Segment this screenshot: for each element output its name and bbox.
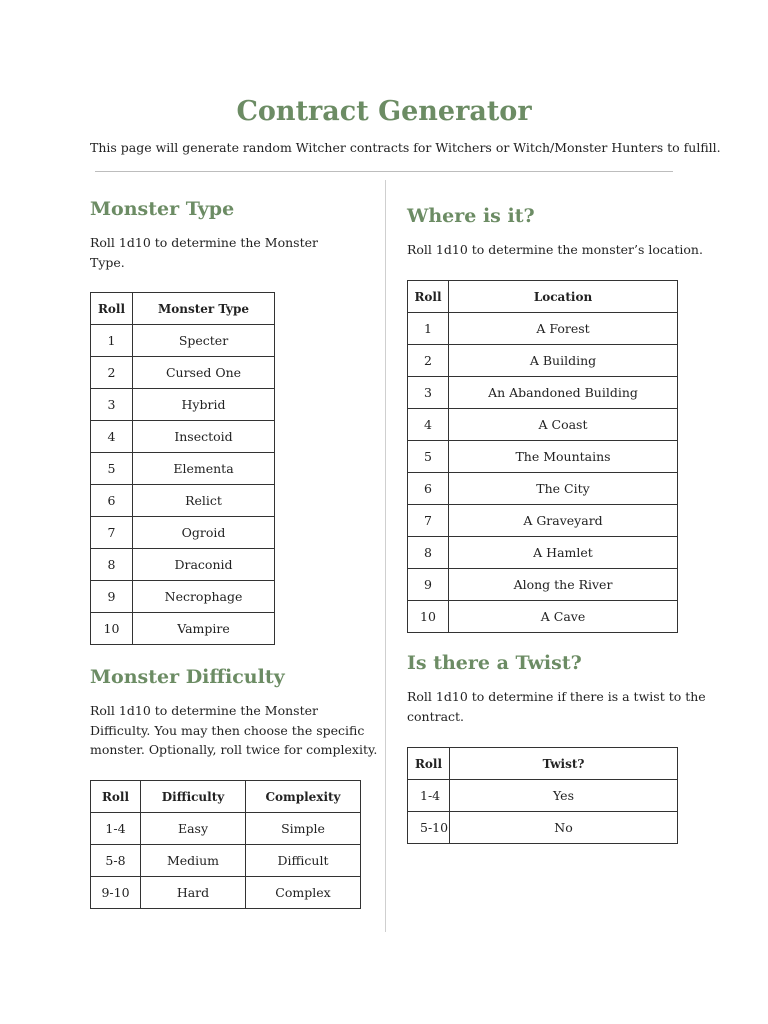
column-header: Roll xyxy=(408,748,450,780)
value-cell: An Abandoned Building xyxy=(449,377,678,409)
roll-cell: 6 xyxy=(408,473,449,505)
table-row xyxy=(91,549,275,581)
roll-cell: 1-4 xyxy=(408,780,450,812)
value-cell: A Coast xyxy=(449,409,678,441)
value-cell: Easy xyxy=(141,813,246,845)
location-heading: Where is it? xyxy=(407,205,535,227)
page-intro: This page will generate random Witcher contracts for Witchers or Witch/Monster Hunters to fulfill. xyxy=(90,140,721,155)
roll-cell: 5 xyxy=(91,453,133,485)
table-row xyxy=(91,581,275,613)
location-table xyxy=(407,280,678,633)
roll-cell: 7 xyxy=(408,505,449,537)
column-header: Difficulty xyxy=(141,781,246,813)
monster-type-description: Roll 1d10 to determine the Monster Type. xyxy=(90,235,318,270)
roll-cell: 5-10 xyxy=(408,812,450,844)
roll-cell: 6 xyxy=(91,485,133,517)
column-header: Roll xyxy=(408,281,449,313)
table-row xyxy=(91,421,275,453)
value-cell: No xyxy=(450,812,678,844)
value-cell: Ogroid xyxy=(133,517,275,549)
table-row xyxy=(91,813,361,845)
value-cell: Difficult xyxy=(246,845,361,877)
monster-type-heading: Monster Type xyxy=(90,198,235,220)
monster-difficulty-description: Roll 1d10 to determine the Monster Difficulty. You may then choose the specific monster. Optionally, roll twice for complexity. xyxy=(90,703,378,757)
table-row xyxy=(408,780,678,812)
roll-cell: 5 xyxy=(408,441,449,473)
value-cell: Draconid xyxy=(133,549,275,581)
table-row xyxy=(408,601,678,633)
twist-description: Roll 1d10 to determine if there is a twist to the contract. xyxy=(407,689,706,724)
column-header: Monster Type xyxy=(133,293,275,325)
roll-cell: 3 xyxy=(408,377,449,409)
table-row xyxy=(408,345,678,377)
table-row xyxy=(408,441,678,473)
table-row xyxy=(91,453,275,485)
value-cell: Elementa xyxy=(133,453,275,485)
value-cell: The Mountains xyxy=(449,441,678,473)
page-title: Contract Generator xyxy=(236,96,532,127)
value-cell: Complex xyxy=(246,877,361,909)
table-row xyxy=(408,505,678,537)
value-cell: A Hamlet xyxy=(449,537,678,569)
monster-type-table xyxy=(90,292,275,645)
roll-cell: 4 xyxy=(408,409,449,441)
value-cell: Medium xyxy=(141,845,246,877)
roll-cell: 5-8 xyxy=(91,845,141,877)
table-row xyxy=(408,812,678,844)
value-cell: Along the River xyxy=(449,569,678,601)
value-cell: Specter xyxy=(133,325,275,357)
value-cell: Hard xyxy=(141,877,246,909)
roll-cell: 2 xyxy=(91,357,133,389)
roll-cell: 1-4 xyxy=(91,813,141,845)
table-row xyxy=(408,313,678,345)
roll-cell: 10 xyxy=(408,601,449,633)
table-row xyxy=(408,409,678,441)
table-row xyxy=(91,517,275,549)
value-cell: Yes xyxy=(450,780,678,812)
roll-cell: 4 xyxy=(91,421,133,453)
value-cell: Insectoid xyxy=(133,421,275,453)
monster-difficulty-heading: Monster Difficulty xyxy=(90,666,285,688)
value-cell: Simple xyxy=(246,813,361,845)
roll-cell: 8 xyxy=(408,537,449,569)
table-row xyxy=(91,613,275,645)
roll-cell: 10 xyxy=(91,613,133,645)
table-row xyxy=(91,845,361,877)
value-cell: Necrophage xyxy=(133,581,275,613)
column-header: Twist? xyxy=(450,748,678,780)
table-row xyxy=(408,473,678,505)
roll-cell: 1 xyxy=(408,313,449,345)
roll-cell: 9-10 xyxy=(91,877,141,909)
table-row xyxy=(91,325,275,357)
column-header: Roll xyxy=(91,293,133,325)
roll-cell: 8 xyxy=(91,549,133,581)
roll-cell: 7 xyxy=(91,517,133,549)
monster-difficulty-table xyxy=(90,780,361,909)
header-divider xyxy=(95,171,673,172)
column-divider xyxy=(385,180,386,932)
table-row xyxy=(91,485,275,517)
value-cell: Cursed One xyxy=(133,357,275,389)
value-cell: A Building xyxy=(449,345,678,377)
value-cell: The City xyxy=(449,473,678,505)
table-row xyxy=(408,537,678,569)
value-cell: Relict xyxy=(133,485,275,517)
twist-heading: Is there a Twist? xyxy=(407,652,582,674)
roll-cell: 2 xyxy=(408,345,449,377)
roll-cell: 9 xyxy=(408,569,449,601)
value-cell: Hybrid xyxy=(133,389,275,421)
column-header: Roll xyxy=(91,781,141,813)
table-row xyxy=(91,357,275,389)
value-cell: Vampire xyxy=(133,613,275,645)
roll-cell: 3 xyxy=(91,389,133,421)
twist-table xyxy=(407,747,678,844)
roll-cell: 9 xyxy=(91,581,133,613)
table-row xyxy=(408,569,678,601)
value-cell: A Forest xyxy=(449,313,678,345)
table-row xyxy=(91,877,361,909)
location-description: Roll 1d10 to determine the monster’s location. xyxy=(407,242,703,257)
table-row xyxy=(91,389,275,421)
column-header: Complexity xyxy=(246,781,361,813)
table-row xyxy=(408,377,678,409)
column-header: Location xyxy=(449,281,678,313)
value-cell: A Cave xyxy=(449,601,678,633)
roll-cell: 1 xyxy=(91,325,133,357)
value-cell: A Graveyard xyxy=(449,505,678,537)
